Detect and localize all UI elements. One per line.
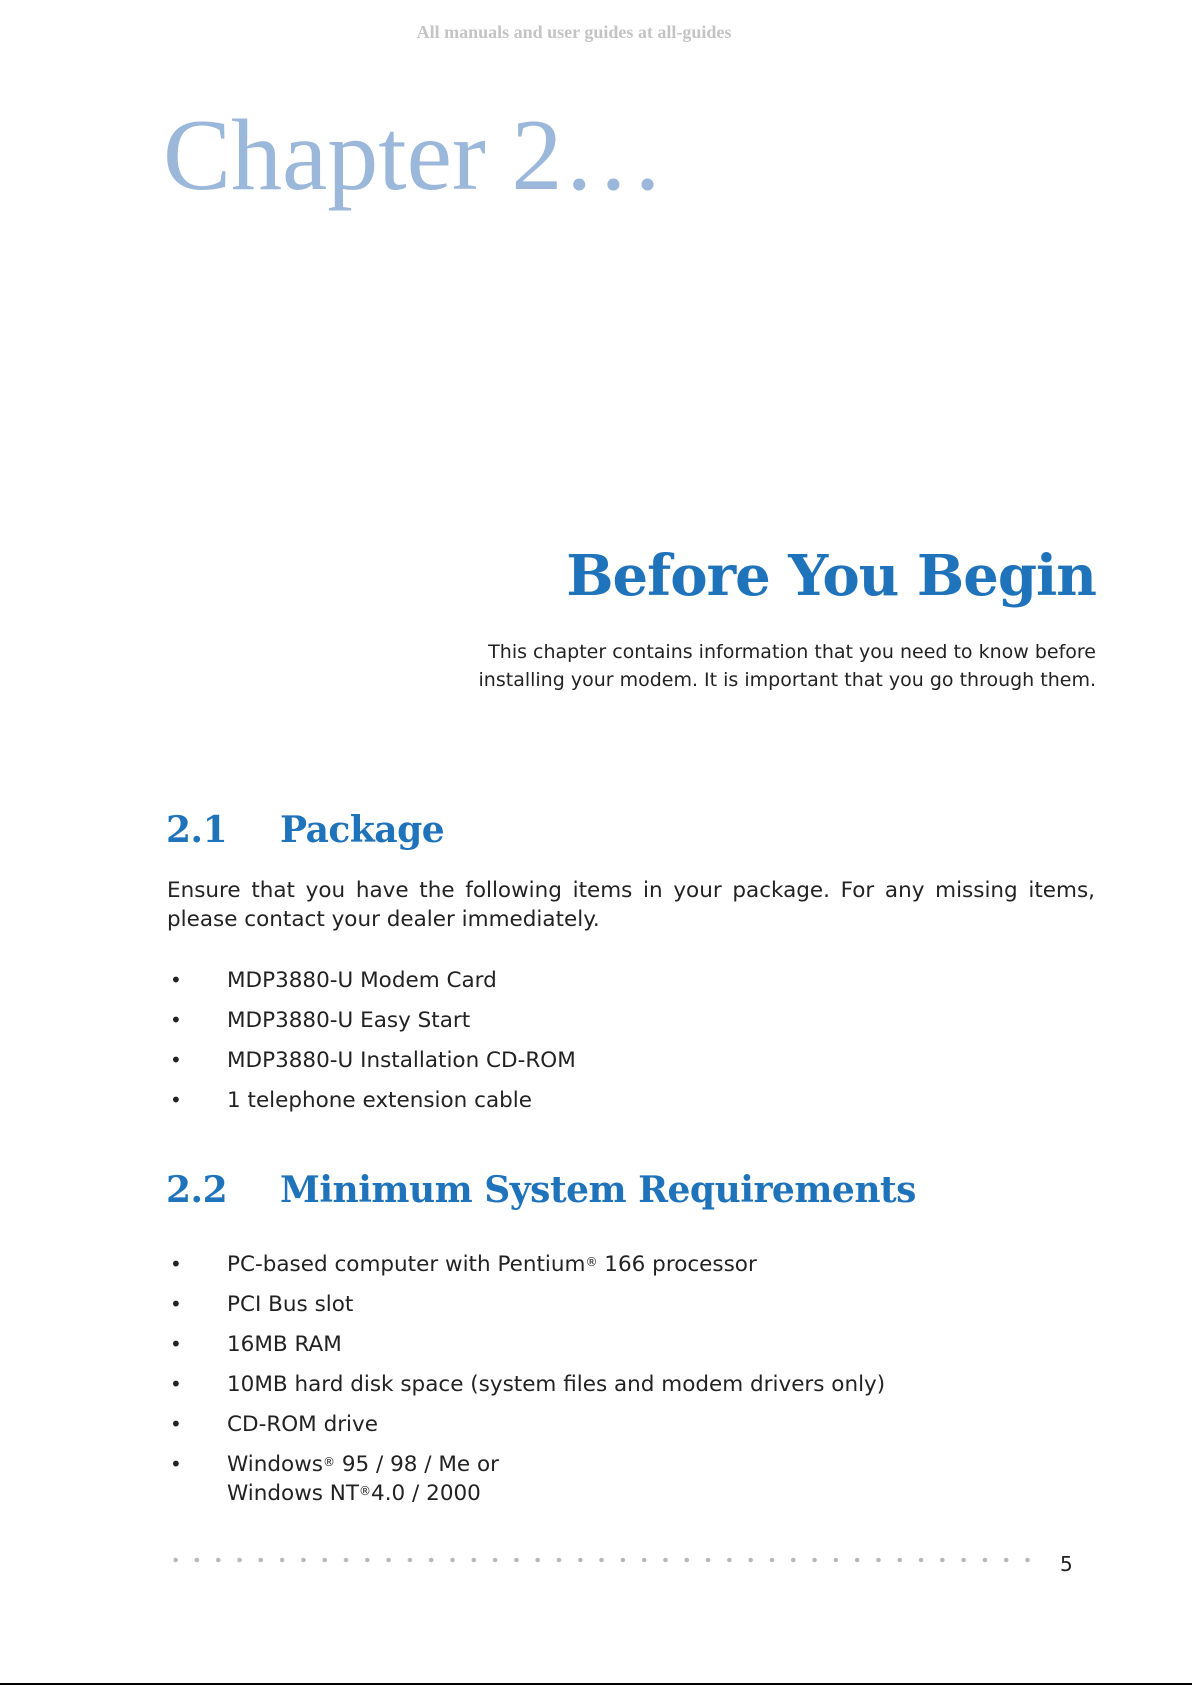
section-title: Minimum System Requirements [280, 1169, 916, 1211]
list-item-text: PCI Bus slot [227, 1292, 354, 1317]
list-item-text: 166 processor [597, 1252, 757, 1277]
list-item-text: MDP3880-U Installation CD-ROM [227, 1048, 576, 1073]
chapter-title: Chapter 2… [163, 99, 665, 212]
section-number: 2.2 [166, 1169, 228, 1211]
package-item-list [167, 966, 576, 1126]
list-item-text: MDP3880-U Modem Card [227, 968, 497, 993]
chapter-heading: Before You Begin [566, 543, 1096, 609]
registered-mark: ® [359, 1484, 372, 1498]
section-title: Package [280, 809, 445, 851]
bullet-icon: • [170, 1332, 182, 1356]
package-paragraph: Ensure that you have the following items in your package. For any missing items, please contact your dealer immediately. [167, 878, 1095, 932]
list-item [167, 1046, 576, 1086]
list-item-text: 4.0 / 2000 [371, 1481, 481, 1506]
watermark-text: All manuals and user guides at all-guides [416, 22, 732, 42]
list-item [167, 1450, 885, 1508]
list-item-text: 95 / 98 / Me or [334, 1452, 499, 1477]
list-item-text: CD-ROM drive [227, 1412, 378, 1437]
bullet-icon: • [170, 1372, 182, 1396]
list-item-text: Windows [227, 1452, 323, 1477]
registered-mark: ® [322, 1455, 335, 1469]
section-heading-package [166, 809, 445, 851]
bullet-icon: • [170, 1412, 182, 1436]
bullet-icon: • [170, 1048, 182, 1072]
bullet-icon: • [170, 1452, 182, 1476]
list-item-text: 16MB RAM [227, 1332, 342, 1357]
list-item [167, 1250, 885, 1290]
page-number: 5 [1060, 1552, 1073, 1576]
list-item [167, 1330, 885, 1370]
list-item-text: Windows NT [227, 1481, 360, 1506]
section-heading-requirements [166, 1169, 916, 1211]
list-item [167, 1370, 885, 1410]
chapter-intro [456, 638, 1096, 694]
bullet-icon: • [170, 1292, 182, 1316]
list-item-text: 10MB hard disk space (system files and modem drivers only) [227, 1372, 886, 1397]
list-item-text: 1 telephone extension cable [227, 1088, 532, 1113]
footer-dotted-rule [165, 1554, 1045, 1566]
list-item [167, 1006, 576, 1046]
list-item [167, 1086, 576, 1126]
chapter-intro-line: This chapter contains information that you need to know before [488, 641, 1096, 663]
bullet-icon: • [170, 1008, 182, 1032]
bullet-icon: • [170, 1252, 182, 1276]
list-item-text: PC-based computer with Pentium [227, 1252, 586, 1277]
list-item-text: MDP3880-U Easy Start [227, 1008, 471, 1033]
list-item [167, 1410, 885, 1450]
chapter-intro-line: installing your modem. It is important that you go through them. [478, 669, 1096, 691]
section-number: 2.1 [166, 809, 228, 851]
list-item [167, 966, 576, 1006]
list-item [167, 1290, 885, 1330]
bullet-icon: • [170, 968, 182, 992]
bullet-icon: • [170, 1088, 182, 1112]
requirements-list [167, 1250, 885, 1508]
registered-mark: ® [585, 1255, 598, 1269]
